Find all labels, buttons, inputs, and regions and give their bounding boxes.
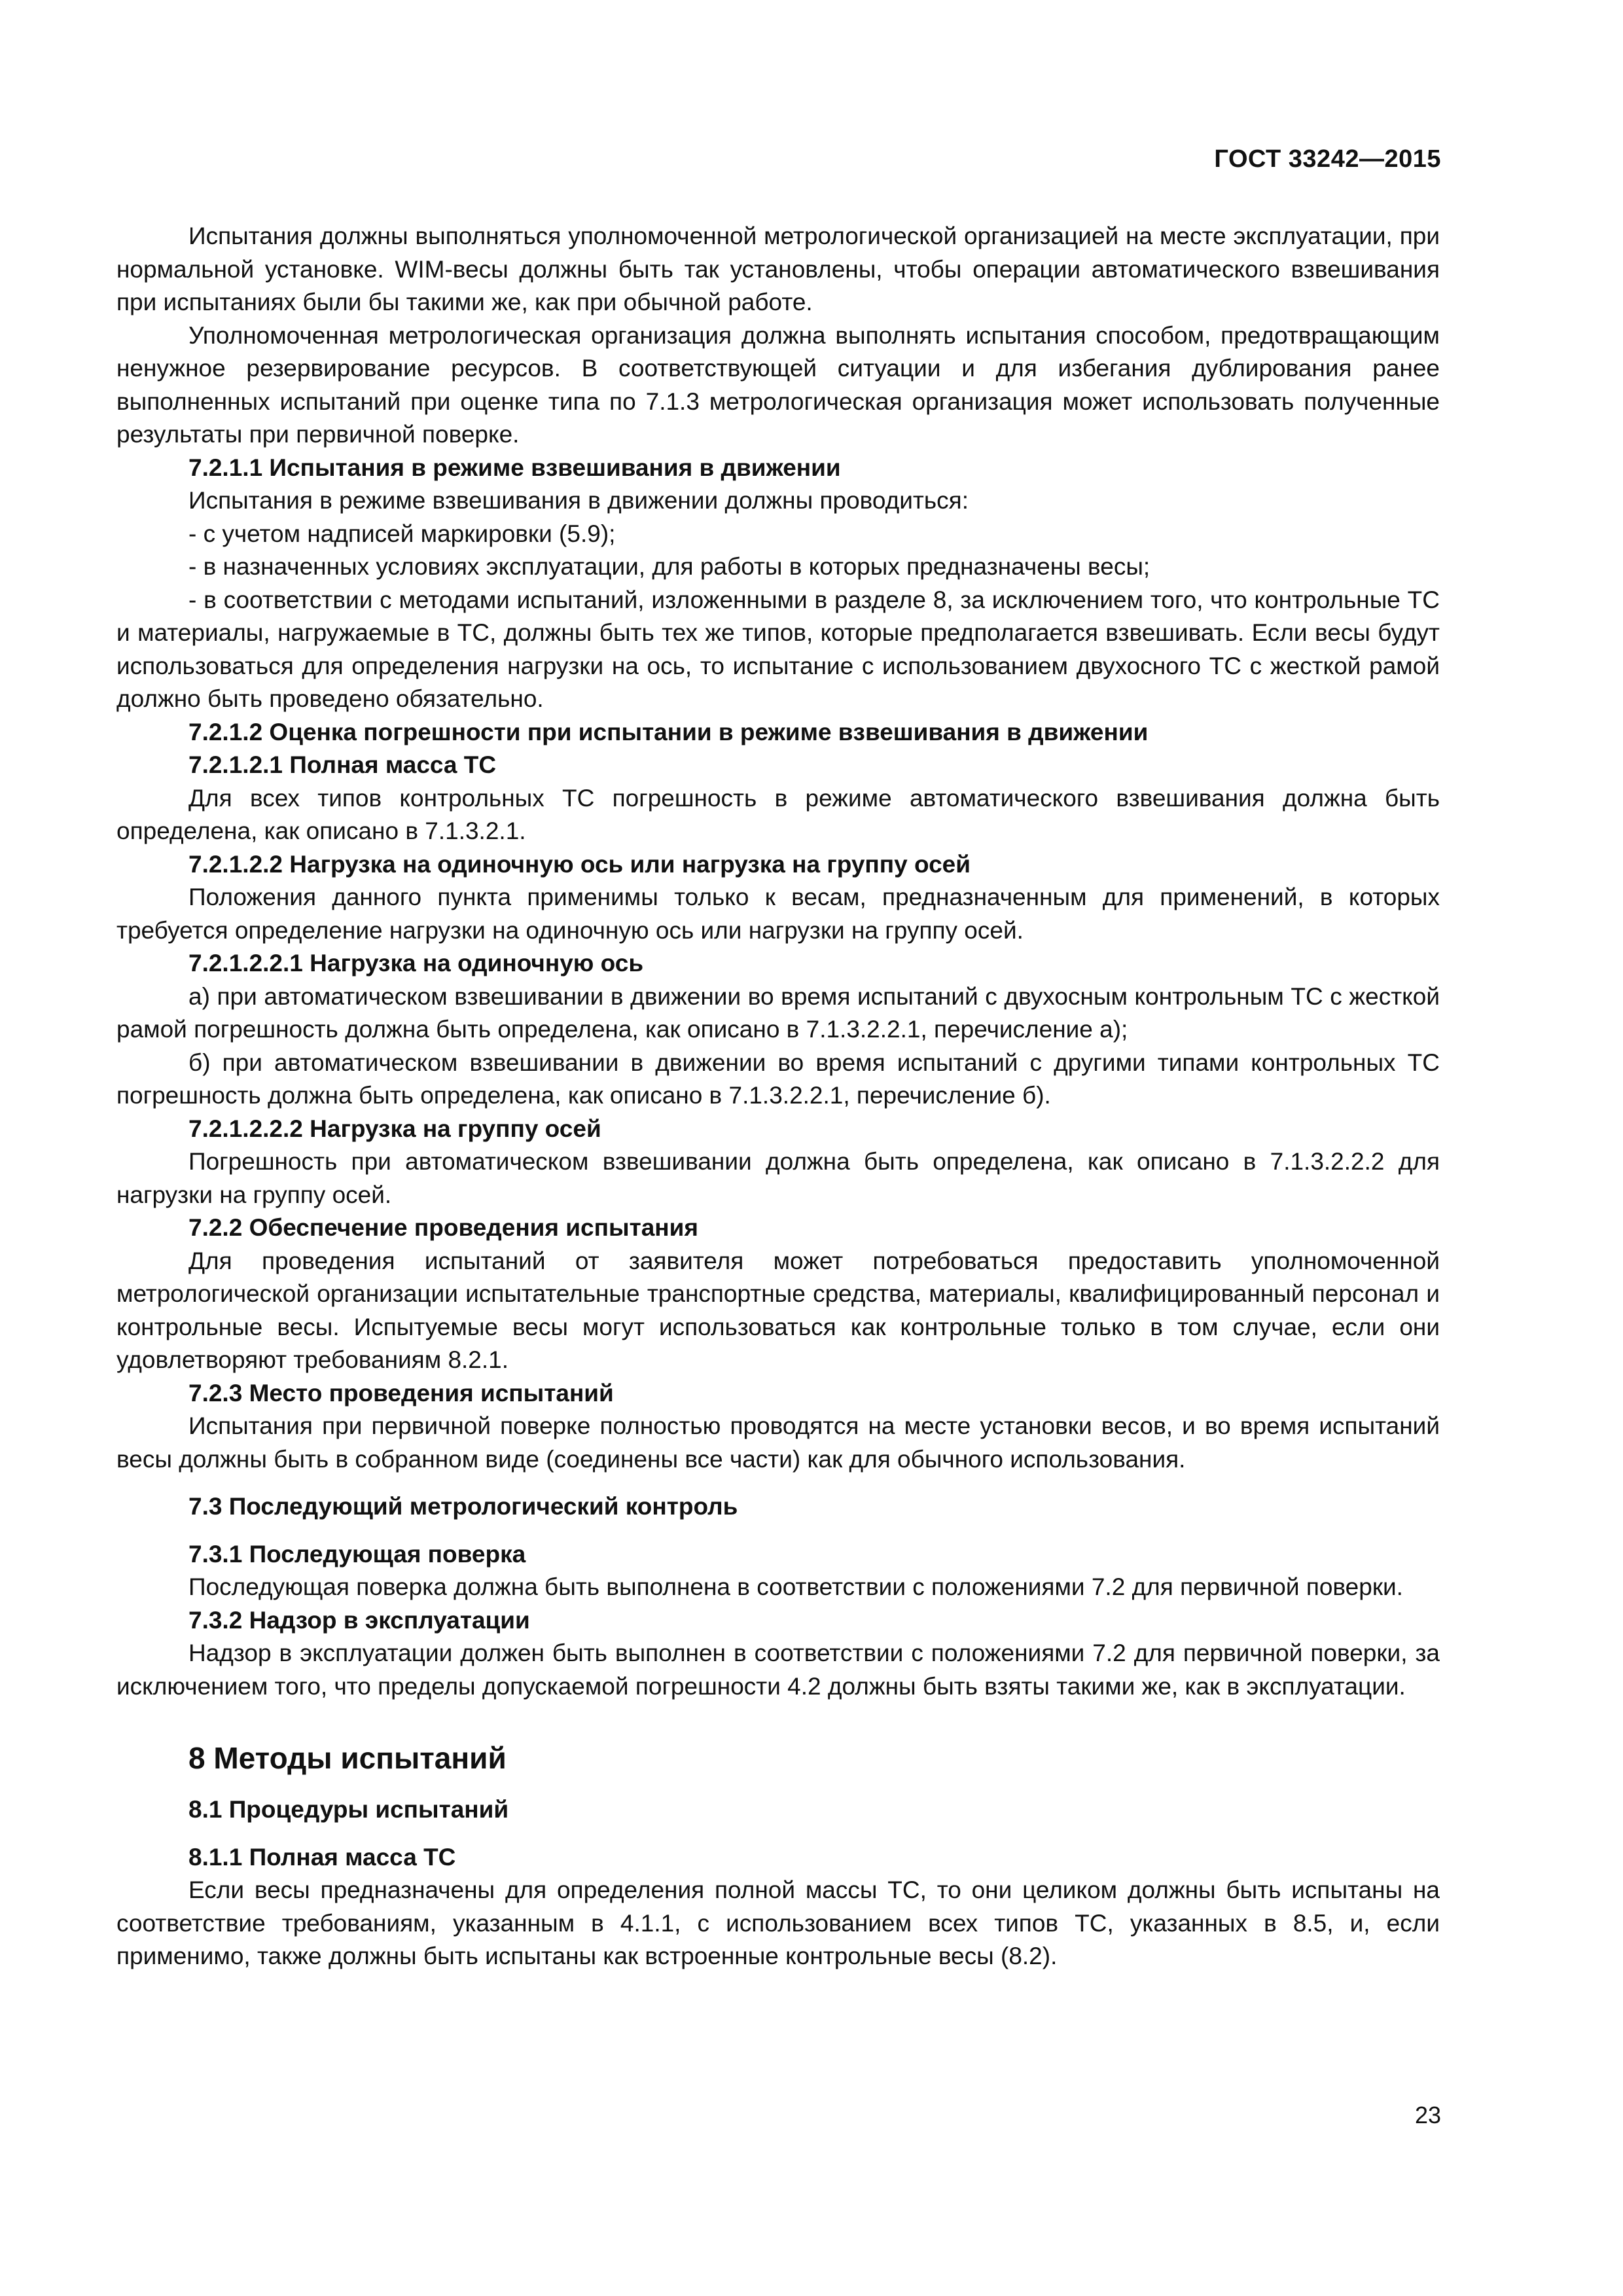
document-body [116, 220, 1440, 1973]
heading-8-1: 8.1 Процедуры испытаний [188, 1796, 509, 1823]
heading-7-2-1-2: 7.2.1.2 Оценка погрешности при испытании в режиме взвешивания в движении [188, 718, 1149, 745]
list-item: - с учетом надписей маркировки (5.9); [188, 520, 616, 547]
section-title-8: 8 Методы испытаний [188, 1741, 507, 1775]
paragraph: Испытания в режиме взвешивания в движении должны проводиться: [188, 487, 969, 514]
page-number: 23 [1414, 2102, 1441, 2128]
list-item: - в соответствии с методами испытаний, изложенными в разделе 8, за исключением того, что контрольные ТС и материалы, нагружаемые в ТС, должны быть тех же типов, которые предполагается взвешивать. Если весы будут использоваться для определения нагрузки на ось, то испытание с использованием двухосного ТС с жесткой рамой должно быть проведено обязательно. [116, 586, 1440, 712]
heading-7-2-2: 7.2.2 Обеспечение проведения испытания [188, 1214, 698, 1241]
heading-8-1-1: 8.1.1 Полная масса ТС [188, 1843, 456, 1871]
paragraph: Уполномоченная метрологическая организация должна выполнять испытания способом, предотвращающим ненужное резервирование ресурсов. В соответствующей ситуации и для избегания дублирования ранее выполненных испытаний при оценке типа по 7.1.3 метрологическая организация может использовать полученные результаты при первичной поверке. [116, 321, 1440, 448]
heading-7-3: 7.3 Последующий метрологический контроль [188, 1493, 738, 1520]
paragraph: Погрешность при автоматическом взвешивании должна быть определена, как описано в 7.1.3.2.2.2 для нагрузки на группу осей. [116, 1148, 1440, 1208]
heading-7-2-1-1: 7.2.1.1 Испытания в режиме взвешивания в движении [188, 454, 841, 481]
paragraph: Последующая поверка должна быть выполнена в соответствии с положениями 7.2 для первичной поверки. [188, 1573, 1403, 1600]
paragraph: Испытания при первичной поверке полностью проводятся на месте установки весов, и во время испытаний весы должны быть в собранном виде (соединены все части) как для обычного использования. [116, 1412, 1440, 1473]
paragraph: Надзор в эксплуатации должен быть выполнен в соответствии с положениями 7.2 для первичной поверки, за исключением того, что пределы допускаемой погрешности 4.2 должны быть взяты такими же, как в эксплуатации. [116, 1640, 1440, 1700]
heading-7-2-1-2-2-2: 7.2.1.2.2.2 Нагрузка на группу осей [188, 1115, 601, 1142]
heading-7-2-1-2-2: 7.2.1.2.2 Нагрузка на одиночную ось или нагрузка на группу осей [188, 850, 971, 878]
paragraph: а) при автоматическом взвешивании в движении во время испытаний с двухосным контрольным ТС с жесткой рамой погрешность должна быть определена, как описано в 7.1.3.2.2.1, перечисление а); [116, 982, 1440, 1043]
heading-7-3-1: 7.3.1 Последующая поверка [188, 1540, 526, 1568]
heading-7-2-1-2-1: 7.2.1.2.1 Полная масса ТС [188, 751, 497, 778]
paragraph: Если весы предназначены для определения полной массы ТС, то они целиком должны быть испытаны на соответствие требованиям, указанным в 4.1.1, с использованием всех типов ТС, указанных в 8.5, и, если применимо, также должны быть испытаны как встроенные контрольные весы (8.2). [116, 1876, 1440, 1969]
heading-7-2-1-2-2-1: 7.2.1.2.2.1 Нагрузка на одиночную ось [188, 950, 644, 977]
paragraph: б) при автоматическом взвешивании в движении во время испытаний с другими типами контрольных ТС погрешность должна быть определена, как описано в 7.1.3.2.2.1, перечисление б). [116, 1049, 1440, 1109]
document-id: ГОСТ 33242—2015 [1214, 145, 1441, 173]
paragraph: Для всех типов контрольных ТС погрешность в режиме автоматического взвешивания должна быть определена, как описано в 7.1.3.2.1. [116, 784, 1440, 844]
heading-7-2-3: 7.2.3 Место проведения испытаний [188, 1379, 614, 1407]
heading-7-3-2: 7.3.2 Надзор в эксплуатации [188, 1606, 530, 1634]
paragraph: Для проведения испытаний от заявителя может потребоваться предоставить уполномоченной метрологической организации испытательные транспортные средства, материалы, квалифицированный персонал и контрольные весы. Испытуемые весы могут использоваться как контрольные только в том случае, если они удовлетворяют требованиям 8.2.1. [116, 1247, 1440, 1373]
list-item: - в назначенных условиях эксплуатации, для работы в которых предназначены весы; [188, 553, 1150, 580]
paragraph: Испытания должны выполняться уполномоченной метрологической организацией на месте эксплуатации, при нормальной установке. WIM-весы должны быть так установлены, чтобы операции автоматического взвешивания при испытаниях были бы такими же, как при обычной работе. [116, 223, 1440, 315]
paragraph: Положения данного пункта применимы только к весам, предназначенным для применений, в которых требуется определение нагрузки на одиночную ось или нагрузки на группу осей. [116, 884, 1440, 944]
